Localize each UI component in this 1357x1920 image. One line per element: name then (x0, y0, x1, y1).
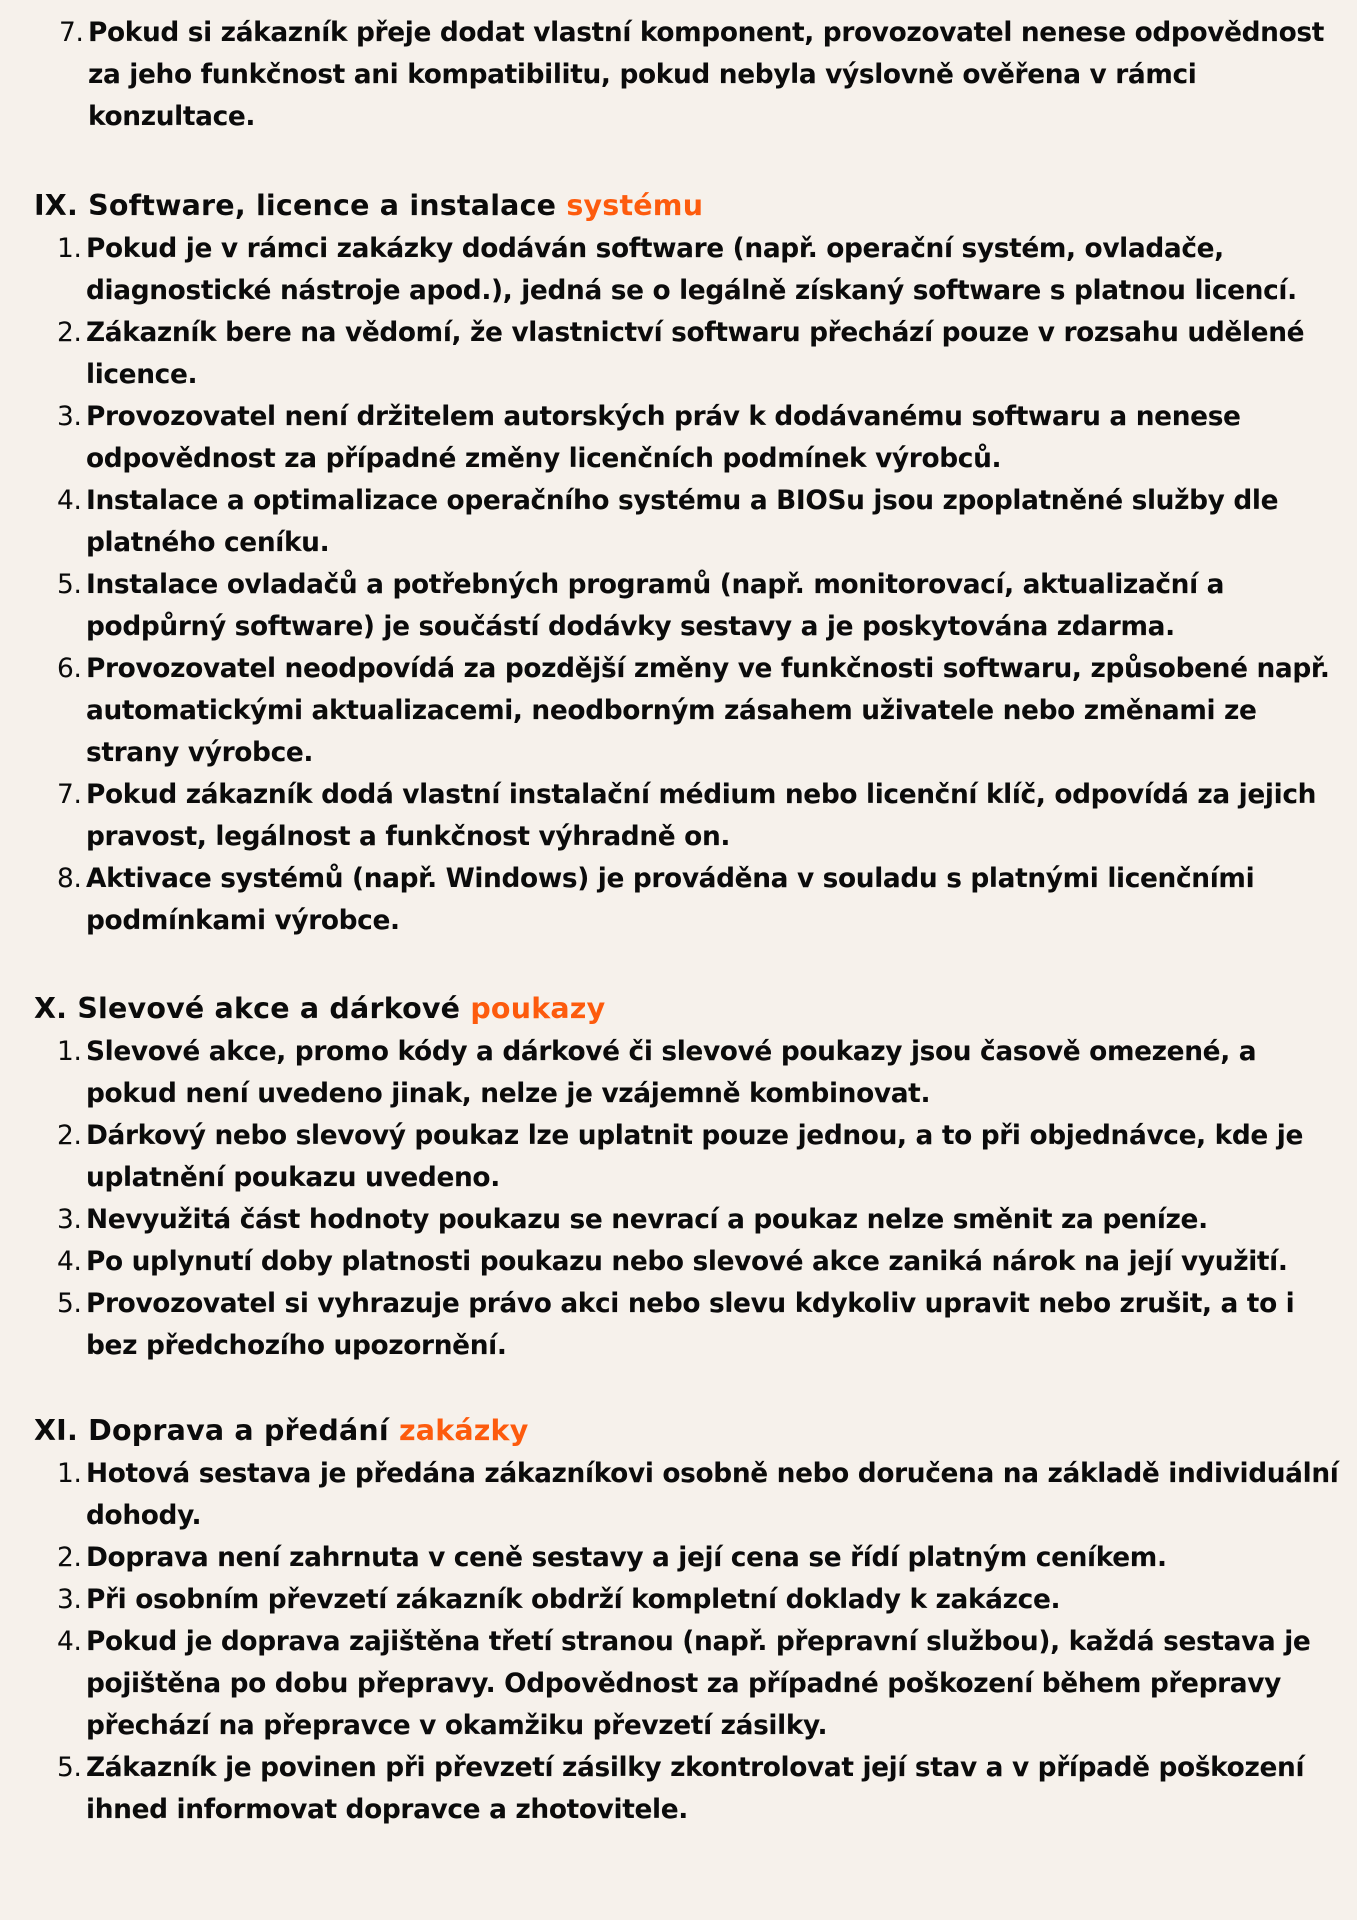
list-item (0, 12, 1348, 138)
list-item (0, 312, 1346, 396)
section-items (0, 228, 1346, 942)
list-item-number: 1. (57, 1036, 82, 1067)
list-item-number: 2. (57, 317, 82, 348)
list-item-text: Pokud je doprava zajištěna třetí stranou (např. přepravní službou), každá sestava je pojištěna po dobu přepravy. Odpovědnost za případné poškození během přepravy přechází na přepravce v okamžiku převzetí zásilky. (86, 1626, 1311, 1741)
list-item (0, 774, 1346, 858)
list-item-text: Provozovatel neodpovídá za pozdější změny ve funkčnosti softwaru, způsobené např. automatickými aktualizacemi, neodborným zásahem uživatele nebo změnami ze strany výrobce. (86, 653, 1330, 768)
section-title-main: Doprava a předání (88, 1414, 389, 1447)
list-item-text: Pokud je v rámci zakázky dodáván software (např. operační systém, ovladače, diagnostické nástroje apod.), jedná se o legálně získaný software s platnou licencí. (86, 233, 1297, 306)
list-item-number: 8. (57, 863, 82, 894)
list-item (0, 228, 1346, 312)
list-item (0, 564, 1346, 648)
list-item-text: Slevové akce, promo kódy a dárkové či slevové poukazy jsou časově omezené, a pokud není uvedeno jinak, nelze je vzájemně kombinovat. (86, 1036, 1257, 1109)
list-item-number: 5. (57, 569, 82, 600)
list-item (0, 480, 1346, 564)
list-item-text: Při osobním převzetí zákazník obdrží kompletní doklady k zakázce. (86, 1584, 1061, 1615)
list-item (0, 1747, 1346, 1831)
section-numeral: X. (34, 992, 68, 1025)
list-item (0, 1031, 1346, 1115)
section-title-main: Software, licence a instalace (88, 189, 557, 222)
list-item-number: 3. (57, 1204, 82, 1235)
list-item-number: 4. (57, 1246, 82, 1277)
section-title-main: Slevové akce a dárkové (77, 992, 461, 1025)
list-item-text: Pokud si zákazník přeje dodat vlastní komponent, provozovatel nenese odpovědnost za jeho funkčnost ani kompatibilitu, pokud nebyla výslovně ověřena v rámci konzultace. (88, 17, 1325, 132)
section-title-accent: poukazy (470, 992, 606, 1025)
list-item (0, 1241, 1346, 1283)
list-item-text: Provozovatel není držitelem autorských práv k dodávanému softwaru a nenese odpovědnost za případné změny licenčních podmínek výrobců. (86, 401, 1241, 474)
list-item-number: 6. (57, 653, 82, 684)
list-item-text: Doprava není zahrnuta v ceně sestavy a její cena se řídí platným ceníkem. (86, 1542, 1167, 1573)
list-item-text: Provozovatel si vyhrazuje právo akci nebo slevu kdykoliv upravit nebo zrušit, a to i bez předchozího upozornění. (86, 1288, 1295, 1361)
list-item (0, 396, 1346, 480)
list-item-number: 5. (57, 1288, 82, 1319)
section-heading (34, 186, 703, 226)
list-item-text: Hotová sestava je předána zákazníkovi osobně nebo doručena na základě individuální dohody. (86, 1458, 1339, 1531)
section-items (0, 1453, 1346, 1831)
list-item (0, 1453, 1346, 1537)
list-item (0, 1537, 1346, 1579)
list-item-number: 1. (57, 233, 82, 264)
list-item-number: 7. (59, 17, 84, 48)
section-numeral: XI. (34, 1414, 79, 1447)
list-item-text: Zákazník bere na vědomí, že vlastnictví softwaru přechází pouze v rozsahu udělené licence. (86, 317, 1305, 390)
list-item-text: Dárkový nebo slevový poukaz lze uplatnit pouze jednou, a to při objednávce, kde je uplatnění poukazu uvedeno. (86, 1120, 1304, 1193)
list-item (0, 858, 1346, 942)
continued-list-items (0, 12, 1348, 138)
list-item (0, 1115, 1346, 1199)
list-item-number: 5. (57, 1752, 82, 1783)
list-item-number: 3. (57, 1584, 82, 1615)
list-item-text: Pokud zákazník dodá vlastní instalační médium nebo licenční klíč, odpovídá za jejich pravost, legálnost a funkčnost výhradně on. (86, 779, 1317, 852)
section-title-accent: systému (566, 189, 704, 222)
list-item-number: 3. (57, 401, 82, 432)
list-item (0, 1199, 1346, 1241)
list-item-text: Instalace ovladačů a potřebných programů (např. monitorovací, aktualizační a podpůrný software) je součástí dodávky sestavy a je poskytována zdarma. (86, 569, 1225, 642)
section-heading (34, 1411, 529, 1451)
list-item-text: Po uplynutí doby platnosti poukazu nebo slevové akce zaniká nárok na její využití. (86, 1246, 1288, 1277)
list-item-number: 4. (57, 1626, 82, 1657)
list-item-number: 1. (57, 1458, 82, 1489)
list-item-text: Zákazník je povinen při převzetí zásilky zkontrolovat její stav a v případě poškození ihned informovat dopravce a zhotovitele. (86, 1752, 1305, 1825)
list-item-number: 2. (57, 1120, 82, 1151)
list-item-number: 2. (57, 1542, 82, 1573)
list-item-text: Instalace a optimalizace operačního systému a BIOSu jsou zpoplatněné služby dle platného ceníku. (86, 485, 1279, 558)
list-item-number: 4. (57, 485, 82, 516)
list-item (0, 1283, 1346, 1367)
list-item-number: 7. (57, 779, 82, 810)
section-title-accent: zakázky (398, 1414, 529, 1447)
list-item (0, 1579, 1346, 1621)
list-item-text: Nevyužitá část hodnoty poukazu se nevrací a poukaz nelze směnit za peníze. (86, 1204, 1208, 1235)
section-numeral: IX. (34, 189, 79, 222)
list-item-text: Aktivace systémů (např. Windows) je prováděna v souladu s platnými licenčními podmínkami výrobce. (86, 863, 1255, 936)
list-item (0, 648, 1346, 774)
list-item (0, 1621, 1346, 1747)
section-heading (34, 989, 605, 1029)
section-items (0, 1031, 1346, 1367)
